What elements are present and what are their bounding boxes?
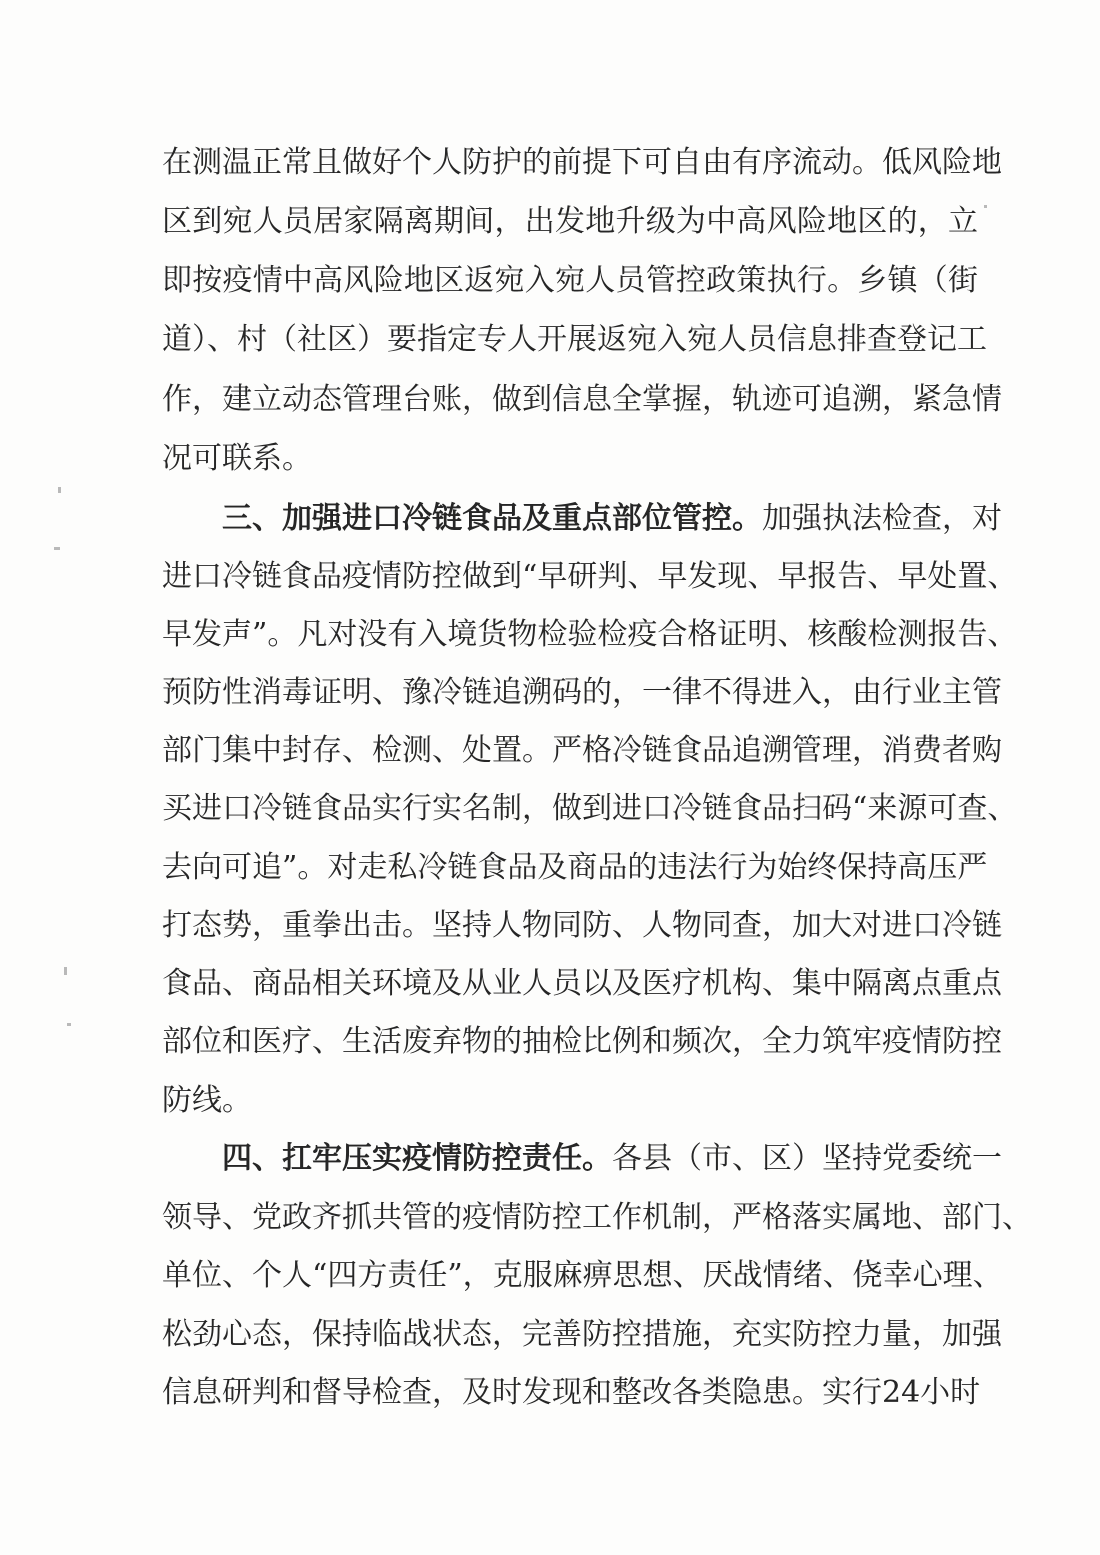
text-line-3: 即按疫情中高风险地区返宛入宛人员管控政策执行。乡镇（街 xyxy=(162,263,978,298)
scan-speck xyxy=(58,487,61,493)
text-line-9: 早发声”。凡对没有入境货物检验检疫合格证明、核酸检测报告、 xyxy=(162,617,1018,652)
section-three-first-line xyxy=(222,497,1002,541)
text-line-5: 作，建立动态管理台账，做到信息全掌握，轨迹可追溯，紧急情 xyxy=(162,382,1002,417)
text-line-13: 去向可追”。对走私冷链食品及商品的违法行为始终保持高压严 xyxy=(162,850,988,885)
text-line-19: 领导、党政齐抓共管的疫情防控工作机制，严格落实属地、部门、 xyxy=(162,1200,1032,1235)
text-line-14: 打态势，重拳出击。坚持人物同防、人物同查，加大对进口冷链 xyxy=(162,908,1002,943)
text-line-2: 区到宛人员居家隔离期间，出发地升级为中高风险地区的，立 xyxy=(162,204,978,239)
section-four-heading: 四、扛牢压实疫情防控责任。 xyxy=(222,1141,612,1176)
section-three-heading: 三、加强进口冷链食品及重点部位管控。 xyxy=(222,501,762,536)
text-line-15: 食品、商品相关环境及从业人员以及医疗机构、集中隔离点重点 xyxy=(162,966,1002,1001)
text-line-4: 道）、村（社区）要指定专人开展返宛入宛人员信息排查登记工 xyxy=(162,322,987,357)
text-line-16: 部位和医疗、生活废弃物的抽检比例和频次，全力筑牢疫情防控 xyxy=(162,1024,1002,1059)
section-four-first-line xyxy=(222,1137,1002,1181)
text-line-11: 部门集中封存、检测、处置。严格冷链食品追溯管理，消费者购 xyxy=(162,733,1002,768)
text-line-8: 进口冷链食品疫情防控做到“早研判、早发现、早报告、早处置、 xyxy=(162,559,1018,594)
text-line-6: 况可联系。 xyxy=(162,441,312,476)
text-line-22: 信息研判和督导检查，及时发现和整改各类隐患。实行24小时 xyxy=(162,1375,981,1410)
text-line-12: 买进口冷链食品实行实名制，做到进口冷链食品扫码“来源可查、 xyxy=(162,791,1018,826)
scan-speck xyxy=(984,205,987,208)
text-line-21: 松劲心态，保持临战状态，完善防控措施，充实防控力量，加强 xyxy=(162,1317,1002,1352)
scan-speck xyxy=(54,547,60,550)
section-four-lead-text: 各县（市、区）坚持党委统一 xyxy=(612,1141,1002,1176)
text-line-10: 预防性消毒证明、豫冷链追溯码的，一律不得进入，由行业主管 xyxy=(162,675,1002,710)
section-three-lead-text: 加强执法检查，对 xyxy=(762,501,1002,536)
text-line-17: 防线。 xyxy=(162,1083,252,1118)
text-line-20: 单位、个人“四方责任”，克服麻痹思想、厌战情绪、侥幸心理、 xyxy=(162,1258,1003,1293)
scan-speck xyxy=(67,1023,71,1026)
scan-speck xyxy=(64,967,67,975)
text-line-1: 在测温正常且做好个人防护的前提下可自由有序流动。低风险地 xyxy=(162,145,1002,180)
